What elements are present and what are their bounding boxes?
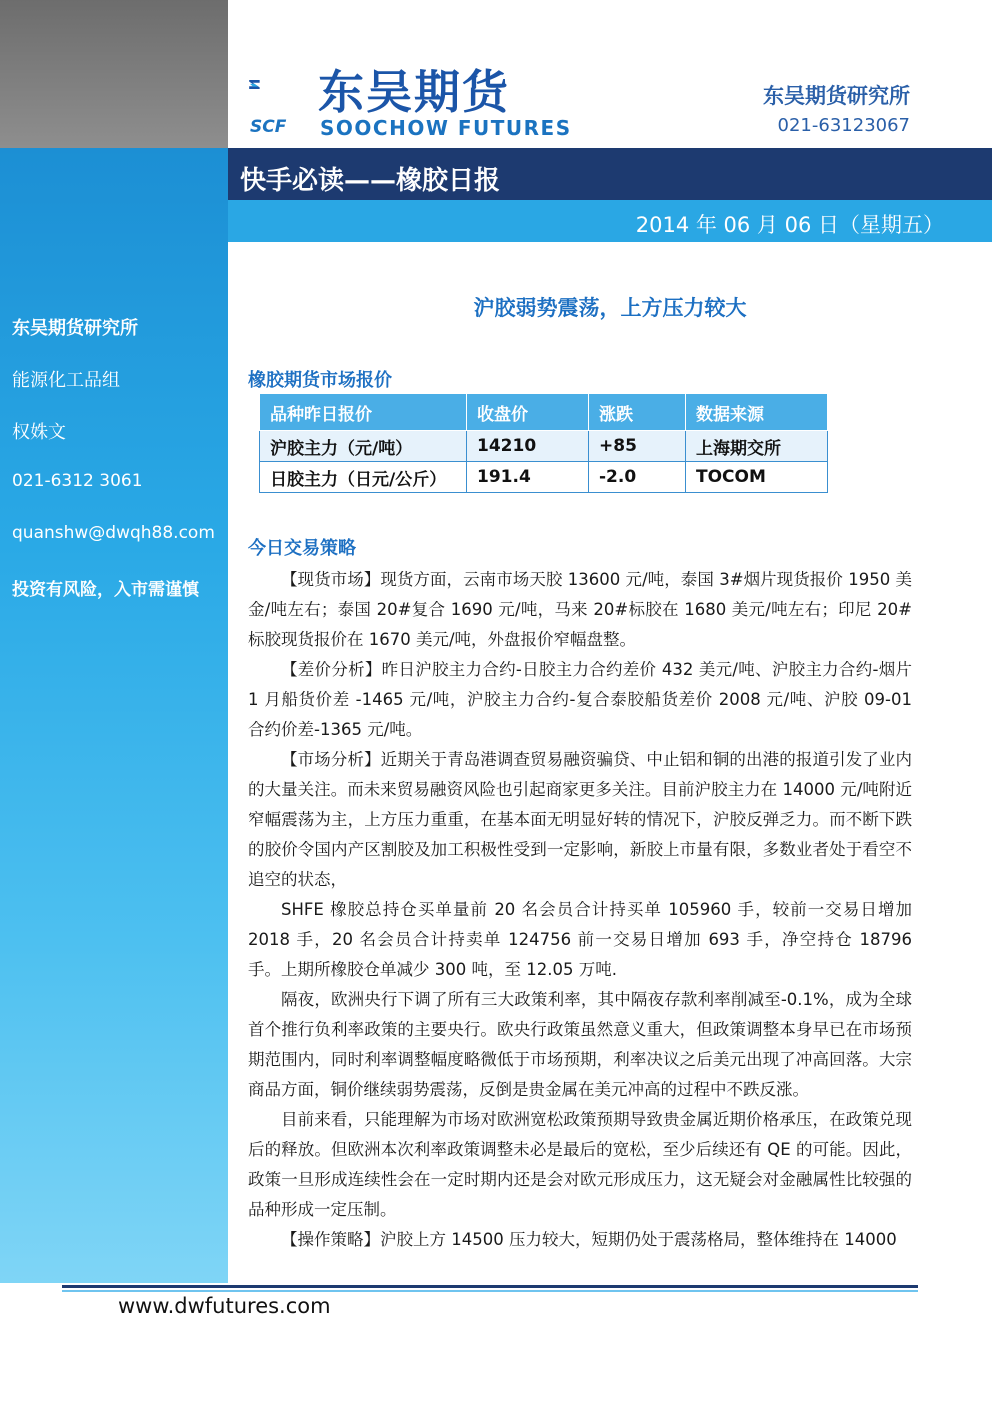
column-header: 数据来源 (686, 394, 828, 431)
table-row (260, 462, 828, 493)
scf-logo-icon (248, 58, 314, 116)
column-header: 涨跌 (589, 394, 686, 431)
report-date: 2014 年 06 月 06 日（星期五） (635, 213, 944, 237)
logo-title-cn: 东吴期货 (318, 65, 510, 119)
column-header: 品种昨日报价 (260, 394, 467, 431)
strategy-heading: 今日交易策略 (248, 538, 356, 559)
paragraph-market-analysis: 【市场分析】近期关于青岛港调查贸易融资骗贷、中止铝和铜的出港的报道引发了业内的大量关注。而未来贸易融资风险也引起商家更多关注。目前沪胶主力在 14000 元/吨附近窄幅震荡为主，上方压力重重，在基本面无明显好转的情况下，沪胶反弹乏力。而不断下跌的胶价令国内产区割胶及加工积极性受到一定影响，新胶上市量有限，多数业者处于看空不追空的状态， (248, 750, 912, 889)
sidebar-institute: 东吴期货研究所 (12, 318, 138, 339)
footer-divider-accent (62, 1290, 918, 1292)
table-cell: 14210 (467, 431, 589, 462)
table-cell: TOCOM (686, 462, 828, 493)
table-row (260, 431, 828, 462)
paragraph-outlook: 目前来看，只能理解为市场对欧洲宽松政策预期导致贵金属近期价格承压，在政策兑现后的释放。但欧洲本次利率政策调整未必是最后的宽松，至少后续还有 QE 的可能。因此，政策一旦形成连续性会在一定时期内还是会对欧元形成压力，这无疑会对金融属性比较强的品种形成一定压制。 (248, 1110, 912, 1219)
quote-table-header (260, 394, 828, 431)
sidebar-group: 能源化工品组 (12, 370, 120, 391)
header-institute: 东吴期货研究所 (763, 84, 910, 108)
paragraph-operation-strategy: 【操作策略】沪胶上方 14500 压力较大，短期仍处于震荡格局，整体维持在 14000 (281, 1230, 897, 1249)
sidebar-author: 权姝文 (12, 422, 66, 443)
headline: 沪胶弱势震荡，上方压力较大 (473, 296, 747, 320)
market-heading: 橡胶期货市场报价 (248, 370, 392, 391)
table-cell: 191.4 (467, 462, 589, 493)
sidebar-risk-note: 投资有风险，入市需谨慎 (12, 580, 199, 600)
sidebar-top-gray (0, 0, 228, 148)
table-cell: 沪胶主力（元/吨） (260, 431, 467, 462)
paragraph-spread-analysis: 【差价分析】昨日沪胶主力合约-日胶主力合约差价 432 美元/吨、沪胶主力合约-烟片 1 月船货价差 -1465 元/吨，沪胶主力合约-复合泰胶船货差价 2008 元/吨、沪胶 09-01 合约价差-1365 元/吨。 (248, 660, 912, 739)
table-cell: +85 (589, 431, 686, 462)
logo-title-en: SOOCHOW FUTURES (320, 116, 572, 140)
logo-abbr: SCF (250, 117, 287, 137)
table-cell: -2.0 (589, 462, 686, 493)
paragraph-spot-market: 【现货市场】现货方面，云南市场天胶 13600 元/吨，泰国 3#烟片现货报价 1950 美金/吨左右；泰国 20#复合 1690 元/吨，马来 20#标胶在 1680 美元/吨左右；印尼 20#标胶现货报价在 1670 美元/吨，外盘报价窄幅盘整。 (248, 570, 912, 649)
sidebar-phone: 021-6312 3061 (12, 471, 143, 491)
paragraph-shfe-positions: SHFE 橡胶总持仓买单量前 20 名会员合计持买单 105960 手，较前一交易日增加 2018 手，20 名会员合计持卖单 124756 前一交易日增加 693 手，净空持仓 18796 手。上期所橡胶仓单减少 300 吨，至 12.05 万吨. (248, 900, 912, 979)
sidebar-email[interactable]: quanshw@dwqh88.com (12, 523, 215, 543)
column-header: 收盘价 (467, 394, 589, 431)
table-cell: 日胶主力（日元/公斤） (260, 462, 467, 493)
footer-url-link[interactable]: www.dwfutures.com (118, 1294, 331, 1318)
quote-table (259, 393, 828, 493)
paragraph-ecb-policy: 隔夜，欧洲央行下调了所有三大政策利率，其中隔夜存款利率削减至-0.1%，成为全球首个推行负利率政策的主要央行。欧央行政策虽然意义重大，但政策调整本身早已在市场预期范围内，同时利率调整幅度略微低于市场预期，利率决议之后美元出现了冲高回落。大宗商品方面，铜价继续弱势震荡，反倒是贵金属在美元冲高的过程中不跌反涨。 (248, 990, 912, 1099)
report-title: 快手必读——橡胶日报 (240, 166, 501, 196)
footer-divider (62, 1285, 918, 1288)
header-phone: 021-63123067 (777, 115, 910, 136)
strategy-body (248, 565, 912, 1255)
table-cell: 上海期交所 (686, 431, 828, 462)
